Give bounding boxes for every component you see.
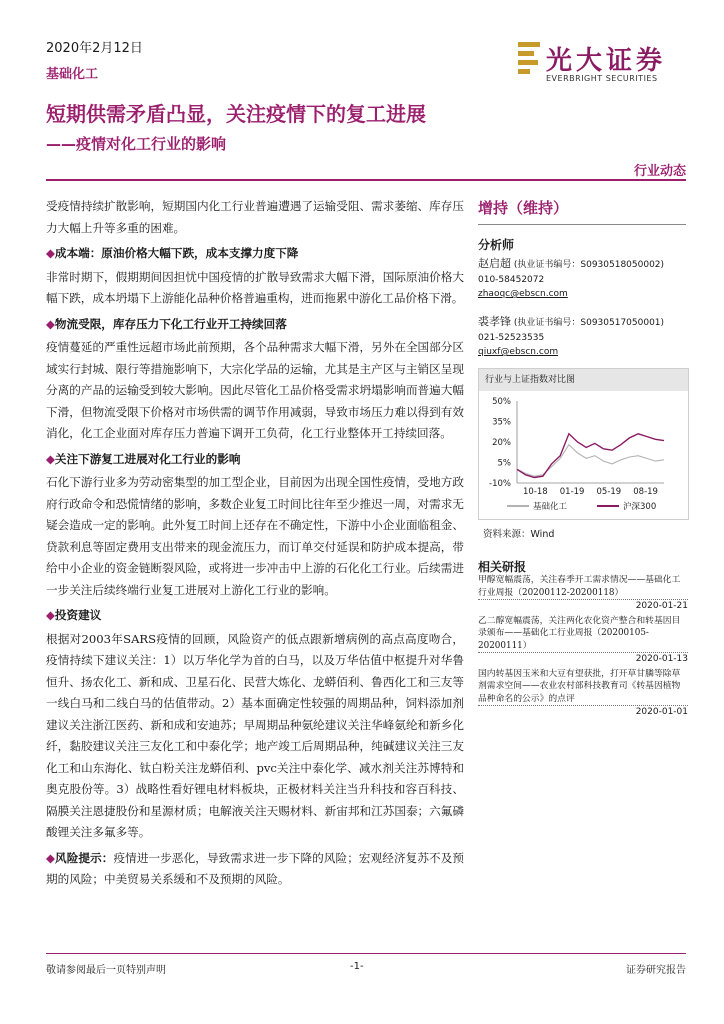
series-line	[517, 434, 664, 478]
related-report-title: 甲醇宽幅震荡，关注春季开工需求情况——基础化工行业周报（20200112-20200118）	[478, 575, 681, 598]
related-report-date: 2020-01-01	[635, 707, 688, 717]
rating-divider	[478, 224, 686, 225]
chart-canvas	[479, 391, 688, 519]
series-line	[517, 445, 664, 477]
y-tick-label: 35%	[492, 417, 511, 428]
footer-report-type: 证券研究报告	[626, 965, 686, 976]
related-report-title: 乙二醇宽幅震荡，关注两化农化资产整合和转基因目录颁布——基础化工行业周报（20200105-20200111）	[478, 615, 681, 651]
related-report-item[interactable]	[478, 574, 688, 613]
analysts-heading: 分析师	[478, 238, 515, 252]
intro-paragraph: 受疫情持续扩散影响，短期国内化工行业普遍遭遇了运输受阻、需求萎缩、库存压力大幅上升等多重的困难。	[46, 199, 464, 235]
analyst-phone: 021-52523535	[478, 332, 545, 343]
section-heading-downstream: ◆关注下游复工进展对化工行业的影响	[46, 451, 241, 466]
risk-heading: 风险提示：	[55, 850, 114, 865]
diamond-bullet-icon: ◆	[46, 850, 56, 865]
y-tick-label: 20%	[492, 438, 511, 448]
header-divider	[46, 179, 686, 181]
related-report-item[interactable]	[478, 615, 688, 666]
section-heading-logistics: ◆物流受限，库存压力下化工行业开工持续回落	[46, 316, 287, 331]
section-body-investment: 根据对2003年SARS疫情的回顾，风险资产的低点跟新增病例的高点高度吻合，疫情持续下建议关注：1）以万华化学为首的白马，以及万华估值中枢提升对华鲁恒升、扬农化工、新和成、卫星石化、民营大炼化、龙蟒佰利、鲁西化工和三友等一线白马和二线白马的估值带动。2）基本面确定性较强的周期品种，饲料添加剂建议关注浙江医药、新和成和安迪苏；早周期品种氨纶建议关注华峰氨纶和新乡化纤，黏胶建议关注三友化工和中泰化学；地产竣工后周期品种，纯碱建议关注三友化工和山东海化、钛白粉关注龙蟒佰利、pvc关注中泰化学、减水剂关注苏博特和奥克股份等。3）战略性看好锂电材料板块，正极材料关注当升科技和容百科技、隔膜关注恩捷股份和星源材质；电解液关注天赐材料、新宙邦和江苏国泰；六氟磷酸锂关注多氟多等。	[46, 631, 464, 839]
logo-text-en: EVERBRIGHT SECURITIES	[546, 74, 658, 83]
analyst-name: 裘孝锋	[478, 315, 511, 328]
section-body-downstream: 石化下游行业多为劳动密集型的加工型企业，目前因为出现全国性疫情，受地方政府行政命令和恐慌情绪的影响，多数企业复工时间比往年至少推迟一周，对需求无疑会造成一定的影响。此外复工时间上还存在不确定性，下游中小企业面临租金、贷款利息等固定费用支出带来的现金流压力，而订单交付延误和防护成本提高，带给中小企业的资金链断裂风险，或将进一步冲击中上游的石化化工行业。后续需进一步关注后续终端行业复工进展对上游化工行业的影响。	[46, 475, 464, 597]
related-report-item[interactable]	[478, 668, 688, 719]
diamond-bullet-icon: ◆	[46, 246, 55, 260]
rating-label: 增持（维持）	[478, 199, 569, 217]
related-reports-list	[478, 574, 688, 721]
analyst-email-link[interactable]: zhaoqc@ebscn.com	[478, 289, 568, 299]
legend-label: 沪深300	[623, 502, 657, 512]
logo-mark-icon	[518, 42, 540, 76]
doc-type-label: 行业动态	[633, 164, 686, 179]
x-tick-label: 10-18	[523, 487, 548, 497]
analyst-cert: (执业证书编号：S0930517050001)	[513, 318, 665, 328]
section-heading-investment: ◆投资建议	[46, 608, 102, 622]
analyst-email-link[interactable]: qiuxf@ebscn.com	[478, 347, 559, 357]
x-tick-label: 05-19	[596, 487, 622, 497]
comparison-chart	[478, 368, 689, 520]
x-tick-label: 08-19	[633, 487, 658, 497]
y-tick-label: 5%	[497, 458, 511, 469]
y-tick-label: 50%	[492, 397, 511, 407]
logo-text-cn: 光大证券	[546, 46, 667, 76]
footer-divider	[46, 953, 686, 954]
chart-source: 资料来源：Wind	[483, 529, 555, 540]
main-column	[46, 196, 464, 895]
risk-paragraph	[46, 848, 464, 891]
related-heading: 相关研报	[478, 560, 527, 574]
analyst-phone: 010-58452072	[478, 274, 545, 285]
diamond-bullet-icon: ◆	[46, 316, 55, 331]
x-tick-label: 01-19	[559, 487, 585, 497]
risk-body: 疫情进一步恶化，导致需求进一步下降的风险；宏观经济复苏不及预期的风险；中美贸易关系缓和不及预期的风险。	[46, 850, 464, 886]
analyst-name: 赵启超	[478, 257, 511, 270]
section-body-logistics: 疫情蔓延的严重性远超市场此前预期，各个品种需求大幅下滑，另外在全国部分区域实行封城、限行等措施影响下，大宗化学品的运输，尤其是主产区与主销区呈现分离的产品的运输受到较大影响。因此尽管化工品价格受需求坍塌影响而普遍大幅下滑，但物流受限下价格对市场供需的调节作用减弱，导致市场压力难以得到有效消化，化工企业面对库存压力普遍下调开工负荷，化工行业整体开工持续回落。	[46, 340, 464, 440]
footer-disclaimer: 敬请参阅最后一页特别声明	[46, 965, 166, 976]
diamond-bullet-icon: ◆	[46, 608, 55, 622]
related-report-date: 2020-01-13	[635, 654, 688, 664]
company-logo	[518, 36, 688, 88]
page-number: -1-	[350, 961, 364, 972]
page-subtitle: ——疫情对化工行业的影响	[46, 135, 227, 153]
analyst-card	[478, 315, 688, 360]
page-title: 短期供需矛盾凸显，关注疫情下的复工进展	[46, 102, 426, 126]
sector-label: 基础化工	[46, 67, 99, 82]
legend-label: 基础化工	[533, 502, 568, 512]
report-date: 2020年2月12日	[46, 41, 143, 56]
analyst-card	[478, 257, 688, 302]
related-report-date: 2020-01-21	[635, 601, 688, 611]
section-body-cost: 非常时期下，假期期间因担忧中国疫情的扩散导致需求大幅下滑，国际原油价格大幅下跌，成本坍塌下上游能化品种价格普遍重构，进而拖累中游化工品价格下滑。	[46, 269, 464, 305]
section-heading-cost: ◆成本端：原油价格大幅下跌，成本支撑力度下降	[46, 246, 299, 260]
chart-title: 行业与上证指数对比图	[479, 369, 688, 391]
y-tick-label: -10%	[489, 479, 511, 489]
diamond-bullet-icon: ◆	[46, 451, 55, 466]
related-report-title: 国内转基因玉米和大豆有望获批，打开草甘膦等除草剂需求空间——农业农村部科技教育司《转基因植物品种命名的公示》的点评	[478, 668, 681, 704]
analyst-cert: (执业证书编号：S0930518050002)	[513, 260, 665, 270]
